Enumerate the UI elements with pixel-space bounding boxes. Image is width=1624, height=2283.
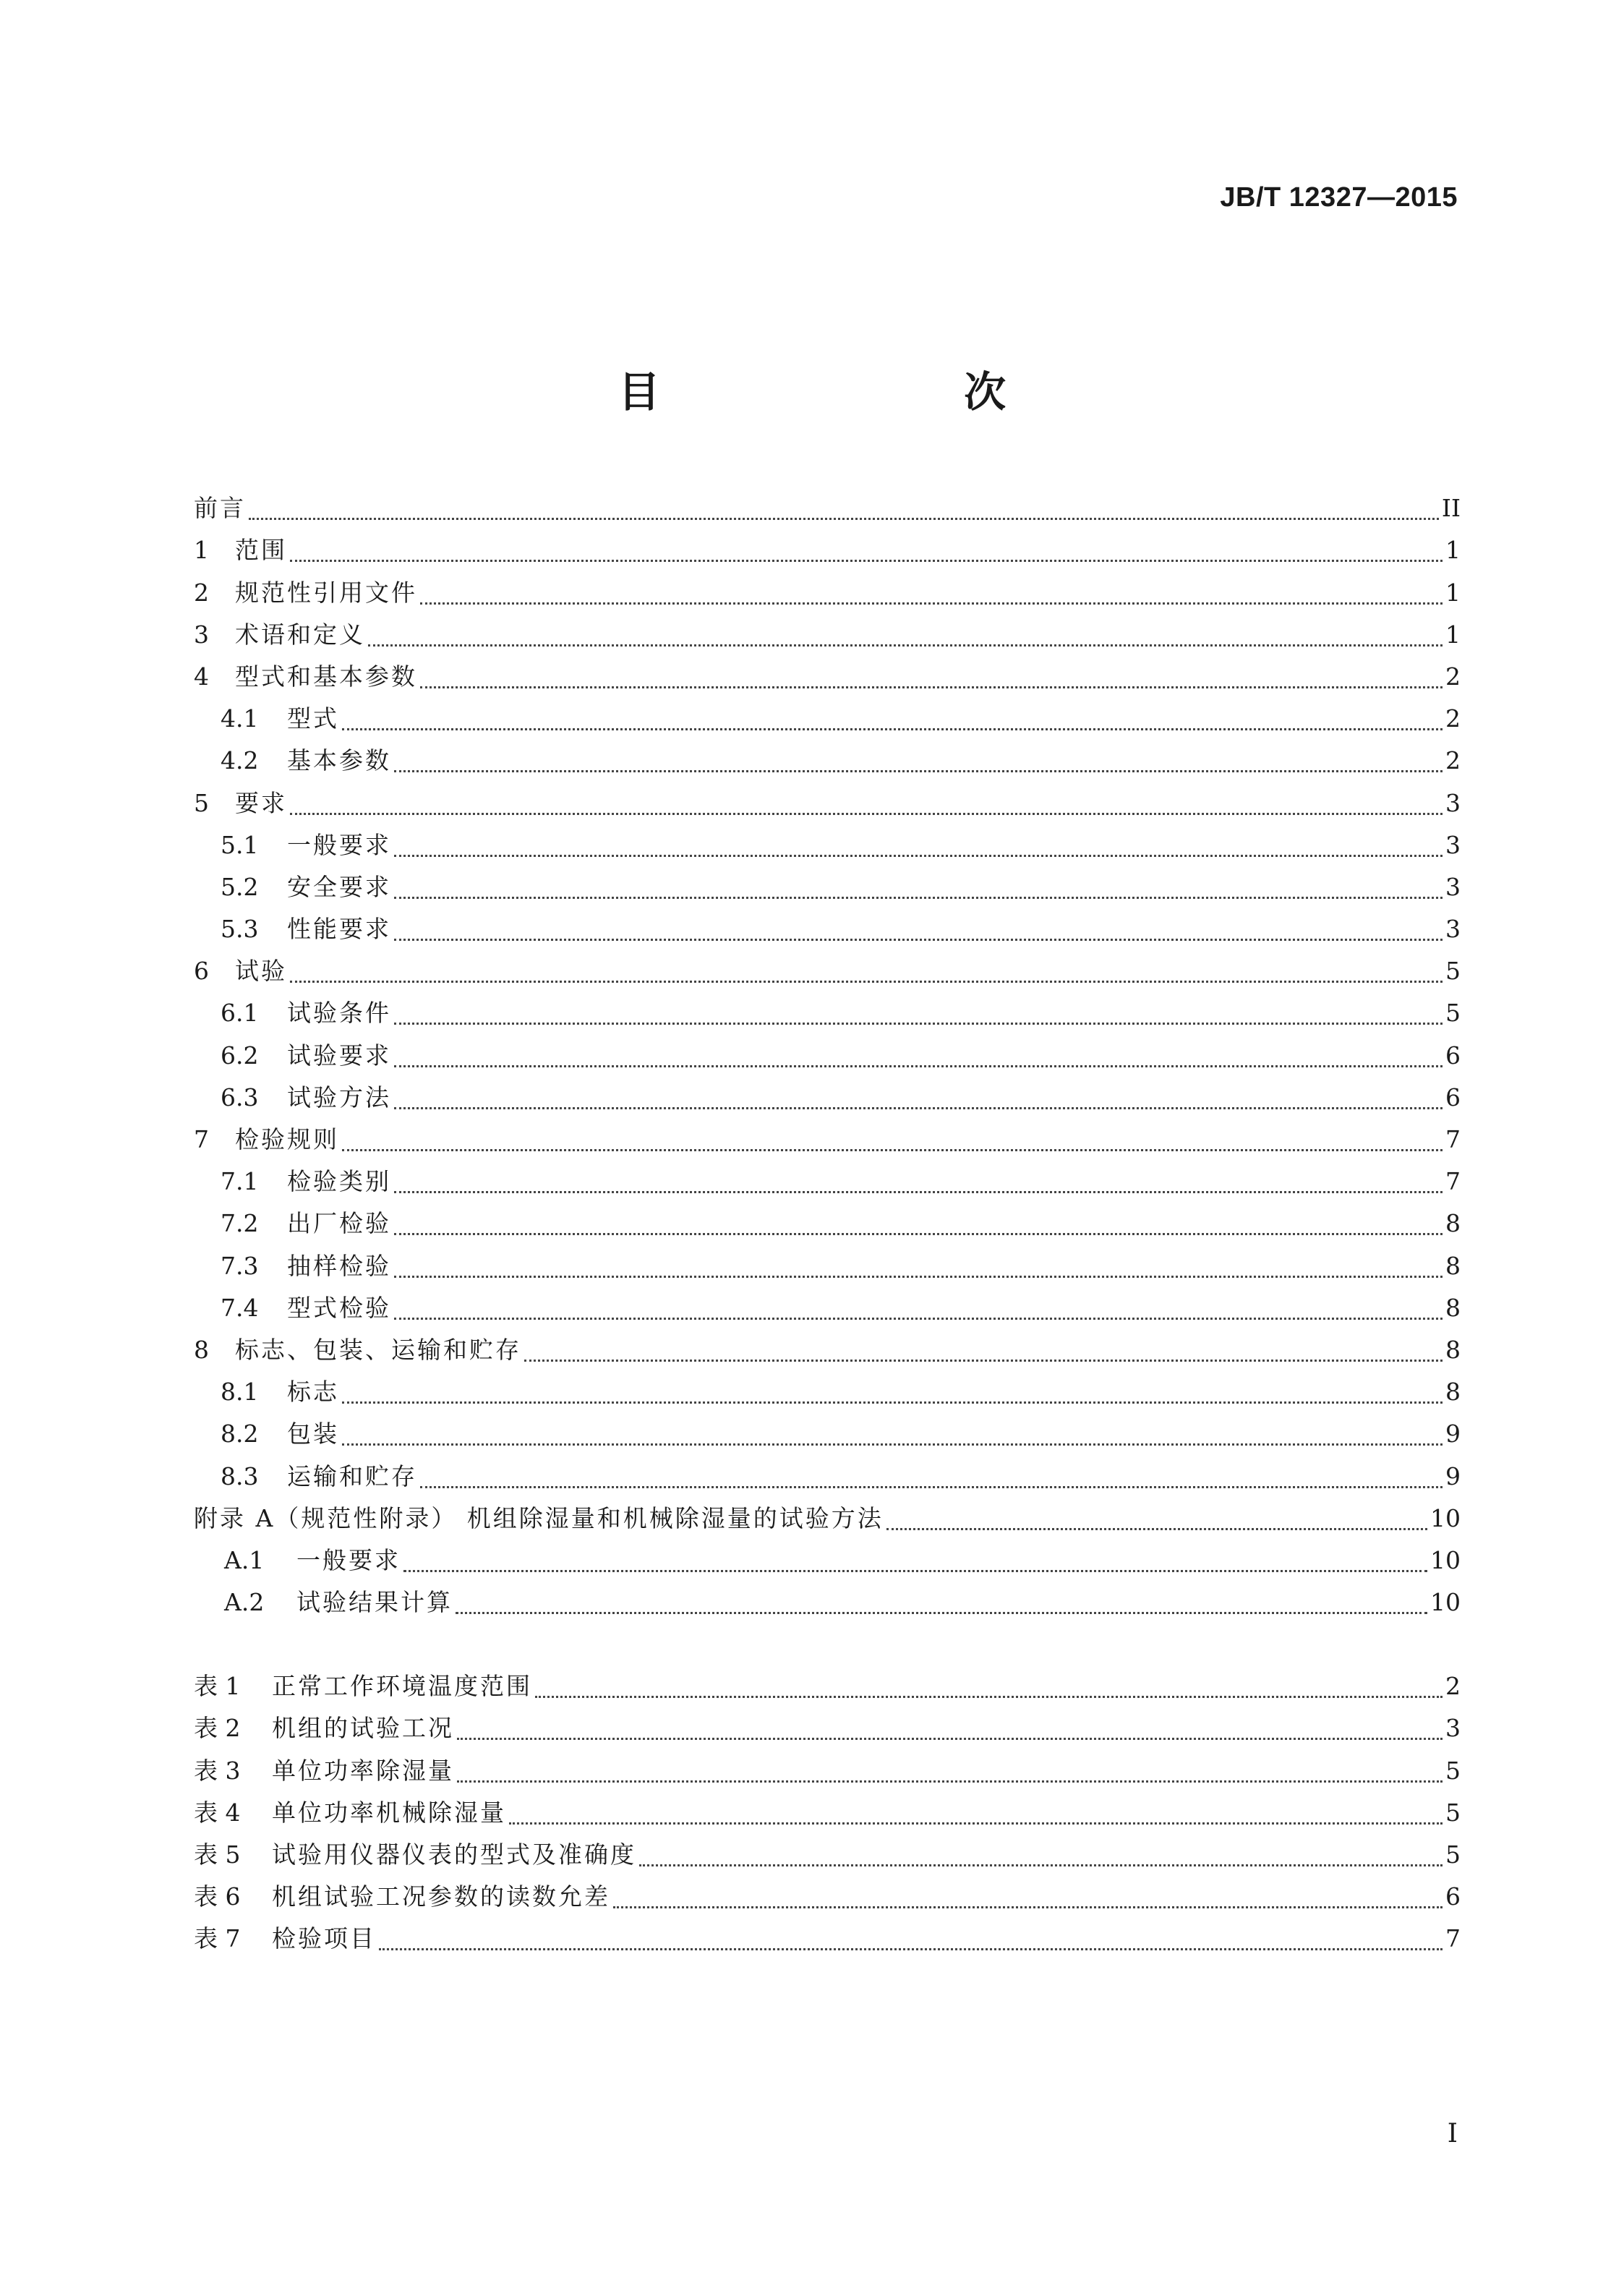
toc-entry-title: 试验用仪器仪表的型式及准确度: [272, 1840, 636, 1869]
dot-leader: [535, 1696, 1443, 1698]
dot-leader: [394, 1276, 1443, 1278]
dot-leader: [342, 1149, 1443, 1151]
toc-entry-title: 型式检验: [287, 1293, 391, 1322]
toc-entry[interactable]: [194, 1034, 1461, 1076]
toc-entry-page: 8: [1445, 1293, 1461, 1322]
toc-section-gap: [194, 1623, 1461, 1665]
dot-leader: [249, 518, 1439, 520]
toc-entry-number: 5.3: [221, 915, 259, 944]
toc-entry[interactable]: [194, 529, 1461, 571]
toc-entry-number: 6: [194, 957, 209, 986]
dot-leader: [394, 770, 1443, 772]
table-list-entries: [194, 1665, 1461, 1960]
dot-leader: [613, 1906, 1443, 1908]
toc-entry[interactable]: [194, 1455, 1461, 1497]
toc-entry[interactable]: [194, 1329, 1461, 1371]
toc-entry-page: 3: [1445, 1714, 1461, 1743]
toc-entry-title: 试验结果计算: [296, 1588, 453, 1617]
toc-entry[interactable]: [194, 782, 1461, 824]
toc-entry-page: II: [1441, 494, 1461, 523]
toc-entry-page: 3: [1445, 872, 1461, 901]
toc-entry[interactable]: [194, 656, 1461, 698]
toc-entry[interactable]: [194, 950, 1461, 992]
toc-entry[interactable]: [194, 698, 1461, 740]
toc-entry-title: 型式: [287, 704, 339, 733]
toc-entry[interactable]: [194, 1413, 1461, 1455]
dot-leader: [509, 1822, 1443, 1825]
toc-entry[interactable]: [194, 1665, 1461, 1707]
toc-entry-number: 7.1: [221, 1167, 259, 1196]
toc-entry-number: 1: [194, 536, 209, 565]
toc-entry-title: 规范性引用文件: [235, 578, 417, 607]
toc-entry-title: 检验项目: [272, 1924, 376, 1953]
toc-entry[interactable]: [194, 866, 1461, 908]
toc-entries: [194, 487, 1461, 1623]
dot-leader: [394, 1191, 1443, 1193]
toc-entry-title: 正常工作环境温度范围: [272, 1672, 532, 1701]
toc-entry-number: 表 3: [194, 1756, 241, 1785]
dot-leader: [394, 939, 1443, 941]
toc-entry-number: 2: [194, 578, 209, 607]
toc-entry-number: 表 6: [194, 1882, 241, 1911]
toc-entry-page: 10: [1430, 1503, 1461, 1532]
toc-entry-title: 运输和贮存: [287, 1461, 417, 1490]
dot-leader: [342, 1401, 1443, 1404]
dot-leader: [403, 1570, 1427, 1572]
dot-leader: [368, 644, 1443, 647]
toc-entry-title: 性能要求: [287, 915, 391, 944]
toc-entry[interactable]: [194, 1077, 1461, 1119]
toc-entry-title: 型式和基本参数: [235, 662, 417, 691]
toc-entry-title: 安全要求: [287, 872, 391, 901]
toc-entry-number: 3: [194, 620, 209, 649]
dot-leader: [420, 602, 1443, 605]
toc-entry-number: 4.1: [221, 704, 259, 733]
toc-entry-page: 5: [1445, 1798, 1461, 1827]
toc-entry-number: A.1: [224, 1545, 265, 1574]
toc-entry-title: 基本参数: [287, 746, 391, 775]
toc-entry-title: 术语和定义: [235, 620, 365, 649]
toc-entry-page: 7: [1445, 1924, 1461, 1953]
toc-entry-title: 标志: [287, 1378, 339, 1407]
toc-entry[interactable]: [194, 1161, 1461, 1203]
dot-leader: [394, 897, 1443, 899]
toc-entry-number: 6.2: [221, 1041, 259, 1070]
toc-entry-title: 包装: [287, 1420, 339, 1448]
toc-entry-page: 5: [1445, 1756, 1461, 1785]
toc-entry-title: 附录 A（规范性附录） 机组除湿量和机械除湿量的试验方法: [194, 1503, 884, 1532]
toc-entry-page: 5: [1445, 999, 1461, 1028]
toc-entry-page: 3: [1445, 915, 1461, 944]
toc-entry-page: 10: [1430, 1545, 1461, 1574]
toc-entry-number: 表 7: [194, 1924, 241, 1953]
toc-entry-page: 3: [1445, 788, 1461, 817]
toc-entry[interactable]: [194, 1287, 1461, 1329]
toc-entry-page: 1: [1445, 620, 1461, 649]
toc-entry-page: 8: [1445, 1209, 1461, 1238]
toc-entry-number: 4.2: [221, 746, 259, 775]
toc-entry-page: 8: [1445, 1251, 1461, 1280]
toc-entry-title: 范围: [235, 536, 287, 565]
dot-leader: [290, 813, 1443, 815]
dot-leader: [420, 1486, 1443, 1488]
toc-entry-page: 9: [1445, 1461, 1461, 1490]
toc-entry-page: 6: [1445, 1041, 1461, 1070]
toc-entry[interactable]: [194, 1119, 1461, 1161]
dot-leader: [394, 855, 1443, 857]
toc-entry-page: 9: [1445, 1420, 1461, 1448]
toc-entry-title: 抽样检验: [287, 1251, 391, 1280]
toc-entry-title: 标志、包装、运输和贮存: [235, 1335, 521, 1364]
page-number: I: [1447, 2119, 1458, 2148]
toc-entry[interactable]: [194, 1540, 1461, 1582]
toc-entry-page: 6: [1445, 1083, 1461, 1111]
toc-entry[interactable]: [194, 992, 1461, 1034]
toc-entry[interactable]: [194, 1792, 1461, 1834]
toc-entry-title: 试验方法: [287, 1083, 391, 1111]
dot-leader: [342, 1443, 1443, 1446]
toc-entry[interactable]: [194, 1834, 1461, 1876]
toc-entry[interactable]: [194, 740, 1461, 782]
page-title: 目 次: [617, 367, 1151, 417]
toc-entry-page: 5: [1445, 1840, 1461, 1869]
toc-entry-number: 表 4: [194, 1798, 241, 1827]
dot-leader: [342, 728, 1443, 730]
toc-entry-title: 试验: [235, 957, 287, 986]
toc-entry-number: 表 2: [194, 1714, 241, 1743]
dot-leader: [394, 1318, 1443, 1320]
toc-entry-title: 前言: [194, 494, 246, 523]
toc-entry-page: 1: [1445, 578, 1461, 607]
toc-entry-title: 要求: [235, 788, 287, 817]
toc-entry[interactable]: [194, 1371, 1461, 1413]
toc-entry[interactable]: [194, 824, 1461, 866]
toc-entry-number: 表 1: [194, 1672, 241, 1701]
toc-entry[interactable]: [194, 1876, 1461, 1918]
toc-entry-title: 试验条件: [287, 999, 391, 1028]
toc-entry-page: 2: [1445, 746, 1461, 775]
toc-entry-title: 机组试验工况参数的读数允差: [272, 1882, 610, 1911]
toc-entry-title: 一般要求: [296, 1545, 401, 1574]
toc-entry-page: 7: [1445, 1125, 1461, 1153]
toc-entry-page: 7: [1445, 1167, 1461, 1196]
dot-leader: [457, 1738, 1443, 1740]
toc-entry-number: 5.1: [221, 830, 259, 859]
toc-entry-number: 7.2: [221, 1209, 259, 1238]
dot-leader: [394, 1107, 1443, 1109]
dot-leader: [394, 1023, 1443, 1025]
toc-entry-number: 8.2: [221, 1420, 259, 1448]
table-of-contents: [194, 487, 1461, 1960]
toc-entry-page: 6: [1445, 1882, 1461, 1911]
toc-entry[interactable]: [194, 571, 1461, 613]
toc-entry-number: 4: [194, 662, 209, 691]
toc-entry-number: 7.3: [221, 1251, 259, 1280]
toc-entry-title: 检验规则: [235, 1125, 339, 1153]
toc-entry-title: 出厂检验: [287, 1209, 391, 1238]
dot-leader: [457, 1780, 1443, 1783]
toc-entry-page: 1: [1445, 536, 1461, 565]
dot-leader: [456, 1612, 1427, 1614]
toc-entry[interactable]: [194, 908, 1461, 950]
toc-entry-number: 表 5: [194, 1840, 241, 1869]
toc-entry-page: 2: [1445, 1672, 1461, 1701]
toc-entry[interactable]: [194, 1707, 1461, 1749]
standard-code: JB/T 12327—2015: [1220, 182, 1458, 213]
toc-entry[interactable]: [194, 487, 1461, 529]
toc-entry[interactable]: [194, 1498, 1461, 1540]
dot-leader: [420, 686, 1443, 688]
toc-entry[interactable]: [194, 1582, 1461, 1623]
toc-entry-page: 8: [1445, 1335, 1461, 1364]
toc-entry-page: 8: [1445, 1378, 1461, 1407]
toc-entry-title: 检验类别: [287, 1167, 391, 1196]
toc-entry[interactable]: [194, 1203, 1461, 1245]
dot-leader: [394, 1233, 1443, 1235]
toc-entry-page: 10: [1430, 1588, 1461, 1617]
toc-entry-title: 单位功率机械除湿量: [272, 1798, 506, 1827]
toc-entry-title: 机组的试验工况: [272, 1714, 454, 1743]
toc-entry-page: 2: [1445, 662, 1461, 691]
toc-entry[interactable]: [194, 1245, 1461, 1286]
toc-entry-number: 8.3: [221, 1461, 259, 1490]
toc-entry-number: 6.3: [221, 1083, 259, 1111]
toc-entry-title: 一般要求: [287, 830, 391, 859]
toc-entry-number: 7.4: [221, 1293, 259, 1322]
toc-entry-page: 3: [1445, 830, 1461, 859]
dot-leader: [290, 981, 1443, 983]
toc-entry[interactable]: [194, 1749, 1461, 1791]
dot-leader: [524, 1360, 1443, 1362]
dot-leader: [394, 1065, 1443, 1067]
toc-entry-number: 5.2: [221, 872, 259, 901]
dot-leader: [379, 1948, 1443, 1950]
toc-entry[interactable]: [194, 1918, 1461, 1960]
toc-entry-number: 6.1: [221, 999, 259, 1028]
toc-entry-number: 5: [194, 788, 209, 817]
toc-entry-number: A.2: [224, 1588, 265, 1617]
toc-entry-number: 7: [194, 1125, 209, 1153]
toc-entry-number: 8.1: [221, 1378, 259, 1407]
dot-leader: [886, 1528, 1427, 1530]
dot-leader: [639, 1864, 1443, 1866]
toc-entry-title: 单位功率除湿量: [272, 1756, 454, 1785]
toc-entry[interactable]: [194, 614, 1461, 656]
dot-leader: [290, 560, 1443, 562]
toc-entry-page: 5: [1445, 957, 1461, 986]
toc-entry-title: 试验要求: [287, 1041, 391, 1070]
toc-entry-number: 8: [194, 1335, 209, 1364]
toc-entry-page: 2: [1445, 704, 1461, 733]
